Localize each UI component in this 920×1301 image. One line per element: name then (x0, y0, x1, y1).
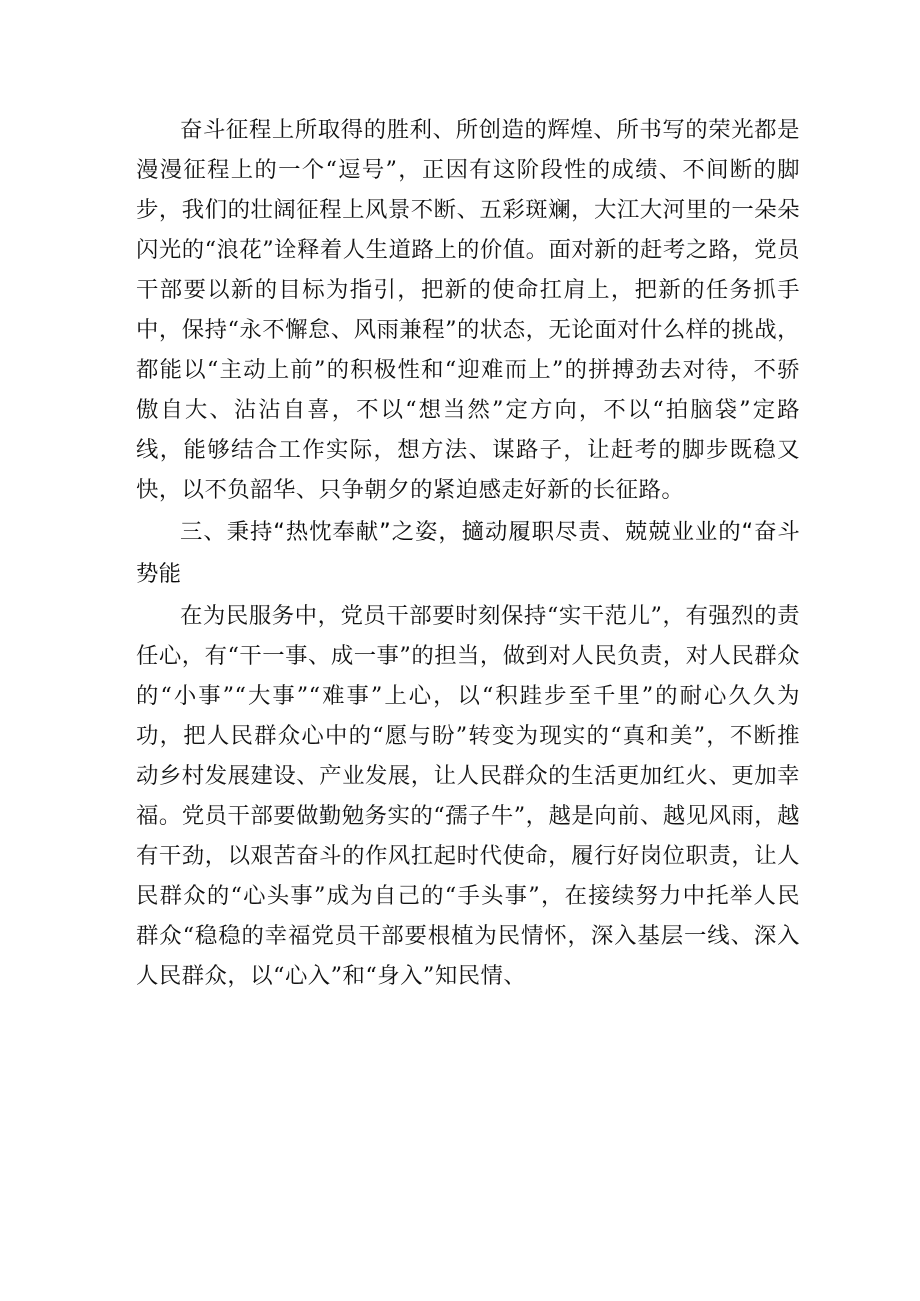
document-body (136, 110, 800, 996)
body-paragraph-1: 奋斗征程上所取得的胜利、所创造的辉煌、所书写的荣光都是漫漫征程上的一个“逗号”，正因有这阶段性的成绩、不间断的脚步，我们的壮阔征程上风景不断、五彩斑斓，大江大河里的一朵朵闪光的“浪花”诠释着人生道路上的价值。面对新的赶考之路，党员干部要以新的目标为指引，把新的使命扛肩上，把新的任务抓手中，保持“永不懈怠、风雨兼程”的状态，无论面对什么样的挑战，都能以“主动上前”的积极性和“迎难而上”的拼搏劲去对待，不骄傲自大、沾沾自喜，不以“想当然”定方向，不以“拍脑袋”定路线，能够结合工作实际，想方法、谋路子，让赶考的脚步既稳又快，以不负韶华、只争朝夕的紧迫感走好新的长征路。 (136, 117, 800, 503)
body-paragraph-2: 在为民服务中，党员干部要时刻保持“实干范儿”，有强烈的责任心，有“干一事、成一事”的担当，做到对人民负责，对人民群众的“小事”“大事”“难事”上心，以“积跬步至千里”的耐心久久为功，把人民群众心中的“愿与盼”转变为现实的“真和美”，不断推动乡村发展建设、产业发展，让人民群众的生活更加红火、更加幸福。党员干部要做勤勉务实的“孺子牛”，越是向前、越见风雨，越有干劲，以艰苦奋斗的作风扛起时代使命，履行好岗位职责，让人民群众的“心头事”成为自己的“手头事”，在接续努力中托举人民群众“稳稳的幸福党员干部要根植为民情怀，深入基层一线、深入人民群众，以“心入”和“身入”知民情、 (136, 603, 800, 989)
section-heading-3: 三、秉持“热忱奉献”之姿，擿动履职尽责、兢兢业业的“奋斗势能 (136, 519, 800, 587)
